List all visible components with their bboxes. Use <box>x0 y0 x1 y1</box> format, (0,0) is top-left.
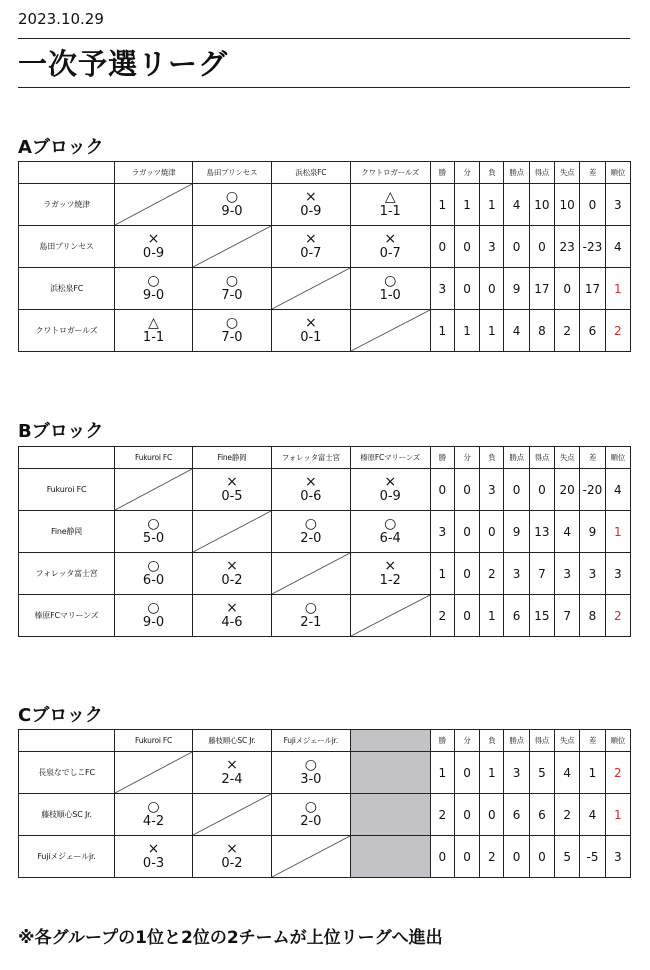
stat-cell: 0 <box>555 268 580 310</box>
stat-cell: 8 <box>580 595 605 637</box>
result-score: 0-3 <box>142 856 165 871</box>
stat-header: 負 <box>480 162 504 184</box>
result-symbol: △ <box>148 315 159 331</box>
rank-cell: 3 <box>605 184 630 226</box>
diagonal-cell <box>271 553 350 595</box>
result-score: 0-6 <box>300 489 322 504</box>
header-row <box>19 730 631 752</box>
stat-cell: 17 <box>580 268 605 310</box>
stat-cell: 0 <box>529 469 554 511</box>
stat-header: 勝点 <box>504 730 529 752</box>
match-result-cell <box>271 469 350 511</box>
stat-cell: 23 <box>555 226 580 268</box>
result-score: 2-0 <box>300 531 322 546</box>
match-result-cell <box>192 469 271 511</box>
stat-header: 勝 <box>430 447 454 469</box>
stat-cell: 1 <box>480 752 504 794</box>
stat-cell: 0 <box>454 836 479 878</box>
stat-cell: 10 <box>529 184 554 226</box>
result-symbol: × <box>226 474 238 490</box>
stat-cell: 8 <box>529 310 554 352</box>
stat-header: 順位 <box>605 447 630 469</box>
match-result-cell <box>115 310 193 352</box>
row-team-name: Fujiメジェールjr. <box>19 836 115 878</box>
block-b-title: Bブロック <box>18 421 104 442</box>
stat-cell: 2 <box>430 595 454 637</box>
stat-cell: 1 <box>454 310 479 352</box>
stat-cell: 1 <box>430 553 454 595</box>
header-row <box>19 162 631 184</box>
diagonal-cell <box>192 226 271 268</box>
result-symbol: ○ <box>147 273 160 289</box>
stat-cell: 4 <box>555 752 580 794</box>
result-symbol: × <box>226 841 238 857</box>
diagonal-cell <box>192 794 271 836</box>
header-corner <box>19 730 115 752</box>
column-team-header: 島田プリンセス <box>192 162 271 184</box>
stat-header: 得点 <box>529 447 554 469</box>
rank-cell: 3 <box>605 553 630 595</box>
header-corner <box>19 447 115 469</box>
stat-header: 勝 <box>430 730 454 752</box>
stat-header: 失点 <box>555 162 580 184</box>
page-title: 一次予選リーグ <box>18 47 229 81</box>
match-result-cell <box>350 511 430 553</box>
stat-header: 得点 <box>529 162 554 184</box>
table-row <box>19 553 631 595</box>
row-team-name: 藤枝順心SC Jr. <box>19 794 115 836</box>
column-team-header: クワトロガールズ <box>350 162 430 184</box>
stat-cell: 0 <box>454 511 479 553</box>
stat-cell: 5 <box>555 836 580 878</box>
result-symbol: × <box>147 841 160 857</box>
result-score: 7-0 <box>221 330 243 345</box>
rank-cell: 4 <box>605 469 630 511</box>
stat-cell: 1 <box>480 310 504 352</box>
diagonal-cell <box>115 184 193 226</box>
block-b-table <box>18 446 631 637</box>
result-symbol: ○ <box>147 600 160 616</box>
stat-cell: 0 <box>430 469 454 511</box>
row-team-name: 長泉なでしこFC <box>19 752 115 794</box>
stat-header: 負 <box>480 447 504 469</box>
stat-header: 差 <box>580 162 605 184</box>
stat-header: 失点 <box>555 447 580 469</box>
stat-header: 差 <box>580 447 605 469</box>
stat-cell: 4 <box>580 794 605 836</box>
match-result-cell <box>271 226 350 268</box>
stat-cell: 0 <box>430 226 454 268</box>
block-c-title: Cブロック <box>18 705 103 726</box>
divider-top <box>18 38 630 39</box>
stat-header: 得点 <box>529 730 554 752</box>
row-team-name: フォレッタ富士宮 <box>19 553 115 595</box>
result-score: 2-4 <box>221 772 243 787</box>
match-result-cell <box>271 752 350 794</box>
stat-cell: 6 <box>504 794 529 836</box>
stat-cell: 1 <box>580 752 605 794</box>
stat-cell: 0 <box>529 836 554 878</box>
match-result-cell <box>350 184 430 226</box>
stat-header: 負 <box>480 730 504 752</box>
result-symbol: ○ <box>225 273 239 289</box>
match-result-cell <box>115 553 193 595</box>
stat-cell: 17 <box>529 268 554 310</box>
stat-cell: 0 <box>504 469 529 511</box>
result-symbol: ○ <box>225 315 239 331</box>
stat-header: 分 <box>454 730 479 752</box>
rank-cell: 2 <box>605 595 630 637</box>
result-score: 4-6 <box>221 615 243 630</box>
stat-cell: -23 <box>580 226 605 268</box>
match-result-cell <box>192 184 271 226</box>
stat-cell: 4 <box>504 184 529 226</box>
row-team-name: Fine静岡 <box>19 511 115 553</box>
result-score: 0-5 <box>221 489 243 504</box>
empty-gray-cell <box>350 794 430 836</box>
stat-cell: 3 <box>480 226 504 268</box>
result-symbol: ○ <box>304 516 317 532</box>
stat-cell: 1 <box>480 184 504 226</box>
block-c-table <box>18 729 631 878</box>
table-row <box>19 469 631 511</box>
match-result-cell <box>115 836 193 878</box>
diagonal-cell <box>115 469 193 511</box>
match-result-cell <box>192 836 271 878</box>
diagonal-cell <box>271 268 350 310</box>
footnote: ※各グループの1位と2位の2チームが上位リーグへ進出 <box>18 928 443 948</box>
result-symbol: ○ <box>147 799 160 815</box>
stat-cell: 3 <box>480 469 504 511</box>
result-symbol: × <box>384 558 397 574</box>
stat-cell: 7 <box>555 595 580 637</box>
column-team-header: フォレッタ富士宮 <box>271 447 350 469</box>
stat-cell: 6 <box>580 310 605 352</box>
column-team-header: Fine静岡 <box>192 447 271 469</box>
header-row <box>19 447 631 469</box>
stat-cell: 0 <box>580 184 605 226</box>
result-score: 0-9 <box>142 246 165 261</box>
result-score: 1-2 <box>379 573 401 588</box>
result-score: 7-0 <box>221 288 243 303</box>
result-symbol: × <box>304 231 317 247</box>
row-team-name: 島田プリンセス <box>19 226 115 268</box>
result-score: 6-4 <box>379 531 401 546</box>
match-result-cell <box>115 268 193 310</box>
stat-cell: 1 <box>430 310 454 352</box>
result-score: 0-1 <box>300 330 322 345</box>
result-symbol: × <box>226 600 238 616</box>
stat-cell: 0 <box>529 226 554 268</box>
stat-cell: 9 <box>580 511 605 553</box>
column-team-header: 榛原FCマリーンズ <box>350 447 430 469</box>
stat-cell: 3 <box>504 553 529 595</box>
result-score: 3-0 <box>300 772 322 787</box>
row-team-name: クワトロガールズ <box>19 310 115 352</box>
result-symbol: × <box>147 231 160 247</box>
stat-cell: 0 <box>454 752 479 794</box>
result-score: 4-2 <box>142 814 165 829</box>
table-row <box>19 268 631 310</box>
result-score: 0-7 <box>300 246 322 261</box>
stat-cell: -20 <box>580 469 605 511</box>
result-symbol: × <box>304 189 317 205</box>
column-team-header: ラガッツ焼津 <box>115 162 193 184</box>
match-result-cell <box>350 553 430 595</box>
stat-cell: 5 <box>529 752 554 794</box>
match-result-cell <box>271 184 350 226</box>
column-team-header: Fujiメジェールjr. <box>271 730 350 752</box>
rank-cell: 1 <box>605 268 630 310</box>
result-score: 0-2 <box>221 856 243 871</box>
result-score: 0-9 <box>300 204 322 219</box>
rank-cell: 1 <box>605 794 630 836</box>
result-score: 9-0 <box>221 204 243 219</box>
result-score: 9-0 <box>142 615 165 630</box>
date: 2023.10.29 <box>18 10 104 28</box>
rank-cell: 2 <box>605 752 630 794</box>
table-row <box>19 511 631 553</box>
diagonal-cell <box>350 595 430 637</box>
result-symbol: ○ <box>147 558 160 574</box>
match-result-cell <box>115 595 193 637</box>
result-score: 1-0 <box>379 288 401 303</box>
result-symbol: ○ <box>225 189 239 205</box>
result-symbol: × <box>304 315 317 331</box>
stat-cell: 9 <box>504 511 529 553</box>
stat-cell: 0 <box>454 226 479 268</box>
row-team-name: ラガッツ焼津 <box>19 184 115 226</box>
stat-cell: 6 <box>529 794 554 836</box>
stat-cell: 2 <box>480 836 504 878</box>
empty-gray-cell <box>350 836 430 878</box>
rank-cell: 4 <box>605 226 630 268</box>
stat-cell: 3 <box>580 553 605 595</box>
block-a-table <box>18 161 631 352</box>
column-team-header: 浜松泉FC <box>271 162 350 184</box>
row-team-name: 榛原FCマリーンズ <box>19 595 115 637</box>
column-team-header <box>350 730 430 752</box>
stat-cell: 0 <box>454 595 479 637</box>
result-symbol: ○ <box>147 516 160 532</box>
stat-cell: 13 <box>529 511 554 553</box>
stat-cell: 0 <box>430 836 454 878</box>
stat-cell: 7 <box>529 553 554 595</box>
stat-cell: 4 <box>555 511 580 553</box>
stat-header: 分 <box>454 162 479 184</box>
stat-cell: 3 <box>504 752 529 794</box>
stat-cell: 20 <box>555 469 580 511</box>
result-symbol: × <box>226 757 238 773</box>
stat-header: 勝点 <box>504 162 529 184</box>
result-symbol: △ <box>384 189 396 205</box>
match-result-cell <box>192 310 271 352</box>
stat-cell: 0 <box>480 268 504 310</box>
stat-cell: 4 <box>504 310 529 352</box>
stat-cell: 0 <box>454 469 479 511</box>
result-score: 9-0 <box>142 288 165 303</box>
match-result-cell <box>115 794 193 836</box>
table-row <box>19 752 631 794</box>
table-row <box>19 310 631 352</box>
table-row <box>19 595 631 637</box>
stat-header: 勝 <box>430 162 454 184</box>
stat-cell: 3 <box>555 553 580 595</box>
match-result-cell <box>271 794 350 836</box>
stat-cell: 0 <box>454 794 479 836</box>
result-score: 0-9 <box>379 489 401 504</box>
result-symbol: ○ <box>304 757 317 773</box>
stat-cell: -5 <box>580 836 605 878</box>
diagonal-cell <box>192 511 271 553</box>
empty-gray-cell <box>350 752 430 794</box>
table-row <box>19 226 631 268</box>
stat-cell: 1 <box>430 184 454 226</box>
match-result-cell <box>350 226 430 268</box>
table-row <box>19 836 631 878</box>
column-team-header: Fukuroi FC <box>115 730 193 752</box>
stat-cell: 6 <box>504 595 529 637</box>
stat-cell: 9 <box>504 268 529 310</box>
stat-header: 勝点 <box>504 447 529 469</box>
stat-cell: 1 <box>430 752 454 794</box>
stat-cell: 10 <box>555 184 580 226</box>
stat-cell: 2 <box>430 794 454 836</box>
match-result-cell <box>115 511 193 553</box>
result-symbol: × <box>226 558 238 574</box>
match-result-cell <box>192 553 271 595</box>
match-result-cell <box>350 469 430 511</box>
result-symbol: ○ <box>384 516 397 532</box>
result-score: 2-0 <box>300 814 322 829</box>
result-score: 1-1 <box>379 204 401 219</box>
header-corner <box>19 162 115 184</box>
result-score: 2-1 <box>300 615 322 630</box>
column-team-header: 藤枝順心SC Jr. <box>192 730 271 752</box>
match-result-cell <box>192 268 271 310</box>
match-result-cell <box>115 226 193 268</box>
result-symbol: ○ <box>304 799 317 815</box>
match-result-cell <box>192 752 271 794</box>
column-team-header: Fukuroi FC <box>115 447 193 469</box>
diagonal-cell <box>115 752 193 794</box>
stat-header: 分 <box>454 447 479 469</box>
stat-header: 順位 <box>605 162 630 184</box>
match-result-cell <box>271 310 350 352</box>
result-score: 6-0 <box>142 573 165 588</box>
rank-cell: 3 <box>605 836 630 878</box>
stat-cell: 0 <box>504 226 529 268</box>
stat-cell: 2 <box>555 310 580 352</box>
stat-cell: 0 <box>480 794 504 836</box>
stat-header: 順位 <box>605 730 630 752</box>
stat-cell: 2 <box>555 794 580 836</box>
result-symbol: ○ <box>304 600 317 616</box>
result-score: 0-2 <box>221 573 243 588</box>
rank-cell: 2 <box>605 310 630 352</box>
row-team-name: 浜松泉FC <box>19 268 115 310</box>
result-score: 5-0 <box>142 531 165 546</box>
stat-cell: 1 <box>480 595 504 637</box>
stat-header: 失点 <box>555 730 580 752</box>
match-result-cell <box>271 595 350 637</box>
block-a-title: Aブロック <box>18 137 104 158</box>
divider-bottom <box>18 87 630 88</box>
stat-cell: 2 <box>480 553 504 595</box>
result-score: 1-1 <box>142 330 165 345</box>
result-symbol: × <box>384 231 397 247</box>
result-symbol: × <box>384 474 397 490</box>
stat-cell: 0 <box>454 553 479 595</box>
result-score: 0-7 <box>379 246 401 261</box>
row-team-name: Fukuroi FC <box>19 469 115 511</box>
rank-cell: 1 <box>605 511 630 553</box>
result-symbol: ○ <box>384 273 397 289</box>
stat-cell: 3 <box>430 268 454 310</box>
stat-cell: 0 <box>454 268 479 310</box>
stat-header: 差 <box>580 730 605 752</box>
match-result-cell <box>192 595 271 637</box>
stat-cell: 0 <box>480 511 504 553</box>
diagonal-cell <box>350 310 430 352</box>
table-row <box>19 184 631 226</box>
stat-cell: 3 <box>430 511 454 553</box>
diagonal-cell <box>271 836 350 878</box>
stat-cell: 15 <box>529 595 554 637</box>
match-result-cell <box>350 268 430 310</box>
result-symbol: × <box>304 474 317 490</box>
match-result-cell <box>271 511 350 553</box>
stat-cell: 0 <box>504 836 529 878</box>
stat-cell: 1 <box>454 184 479 226</box>
table-row <box>19 794 631 836</box>
